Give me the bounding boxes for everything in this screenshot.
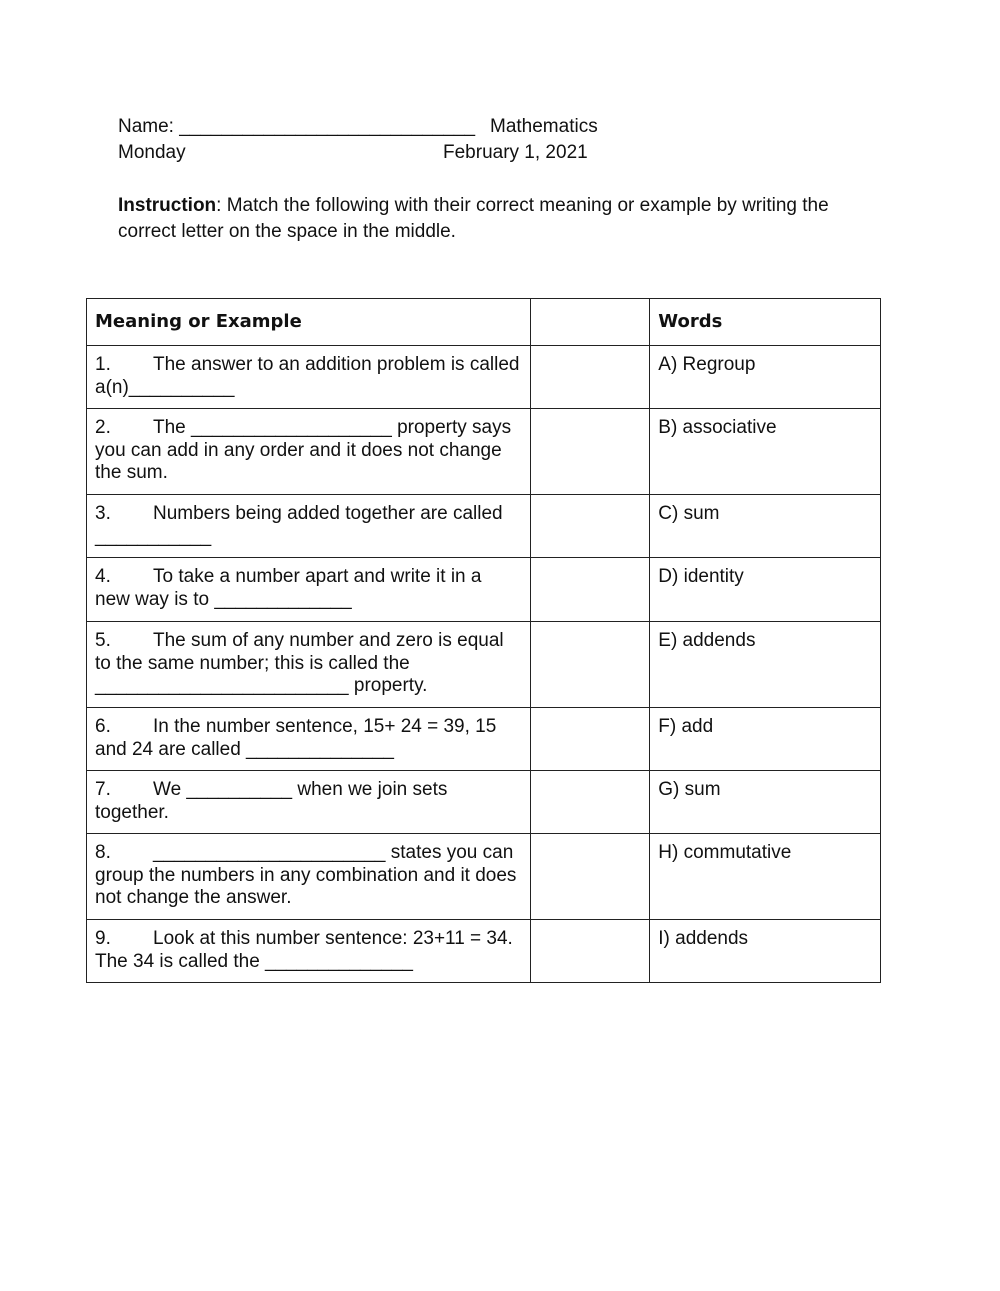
question-number: 6. (95, 716, 111, 737)
word-cell: H) commutative (650, 834, 881, 920)
table-row (87, 495, 881, 558)
answer-cell[interactable] (530, 558, 650, 622)
answer-cell[interactable] (530, 622, 650, 708)
word-cell: I) addends (650, 920, 881, 983)
question-text: The ___________________ property says you can add in any order and it does not change the sum. (95, 417, 512, 483)
meaning-cell (87, 708, 531, 771)
word-cell: E) addends (650, 622, 881, 708)
instruction-paragraph (118, 193, 878, 245)
meaning-cell (87, 920, 531, 983)
meaning-cell (87, 346, 531, 409)
question-text: Look at this number sentence: 23+11 = 34. The 34 is called the ______________ (95, 928, 513, 972)
header-words: Words (650, 299, 881, 346)
date-label: February 1, 2021 (443, 142, 588, 163)
question-text: The answer to an addition problem is called a(n)__________ (95, 354, 520, 398)
word-cell: F) add (650, 708, 881, 771)
word-cell: A) Regroup (650, 346, 881, 409)
table-row (87, 771, 881, 834)
question-number: 9. (95, 928, 111, 949)
meaning-cell (87, 558, 531, 622)
answer-cell[interactable] (530, 346, 650, 409)
word-cell: C) sum (650, 495, 881, 558)
question-number: 2. (95, 417, 111, 438)
table-row (87, 558, 881, 622)
answer-cell[interactable] (530, 771, 650, 834)
question-number: 5. (95, 630, 111, 651)
table-row (87, 622, 881, 708)
answer-cell[interactable] (530, 708, 650, 771)
matching-table (86, 298, 881, 983)
question-text: ______________________ states you can group the numbers in any combination and it does not change the answer. (95, 842, 517, 908)
answer-cell[interactable] (530, 834, 650, 920)
answer-cell[interactable] (530, 409, 650, 495)
meaning-cell (87, 771, 531, 834)
question-text: The sum of any number and zero is equal to the same number; this is called the ________________________ property. (95, 630, 504, 696)
table-row (87, 920, 881, 983)
word-cell: D) identity (650, 558, 881, 622)
answer-cell[interactable] (530, 495, 650, 558)
header-row-2 (118, 140, 588, 166)
instruction-label: Instruction (118, 195, 217, 216)
table-row (87, 708, 881, 771)
table-row (87, 346, 881, 409)
question-number: 7. (95, 779, 111, 800)
meaning-cell (87, 622, 531, 708)
subject-label: Mathematics (490, 116, 598, 137)
question-number: 3. (95, 503, 111, 524)
table-row (87, 409, 881, 495)
table-header-row (87, 299, 881, 346)
question-text: Numbers being added together are called ___________ (95, 503, 503, 547)
word-cell: G) sum (650, 771, 881, 834)
question-number: 4. (95, 566, 111, 587)
meaning-cell (87, 409, 531, 495)
header-answer (530, 299, 650, 346)
question-text: In the number sentence, 15+ 24 = 39, 15 and 24 are called ______________ (95, 716, 497, 760)
table-row (87, 834, 881, 920)
day-label: Monday (118, 142, 186, 163)
instruction-text: : Match the following with their correct meaning or example by writing the correct letter on the space in the middle. (118, 195, 829, 242)
header-meaning: Meaning or Example (87, 299, 531, 346)
name-label: Name: ____________________________ (118, 116, 476, 137)
header-row-1 (118, 114, 598, 140)
meaning-cell (87, 834, 531, 920)
question-text: We __________ when we join sets together. (95, 779, 448, 823)
meaning-cell (87, 495, 531, 558)
question-text: To take a number apart and write it in a new way is to _____________ (95, 566, 482, 610)
question-number: 1. (95, 354, 111, 375)
answer-cell[interactable] (530, 920, 650, 983)
question-number: 8. (95, 842, 111, 863)
word-cell: B) associative (650, 409, 881, 495)
worksheet-header (118, 114, 598, 166)
